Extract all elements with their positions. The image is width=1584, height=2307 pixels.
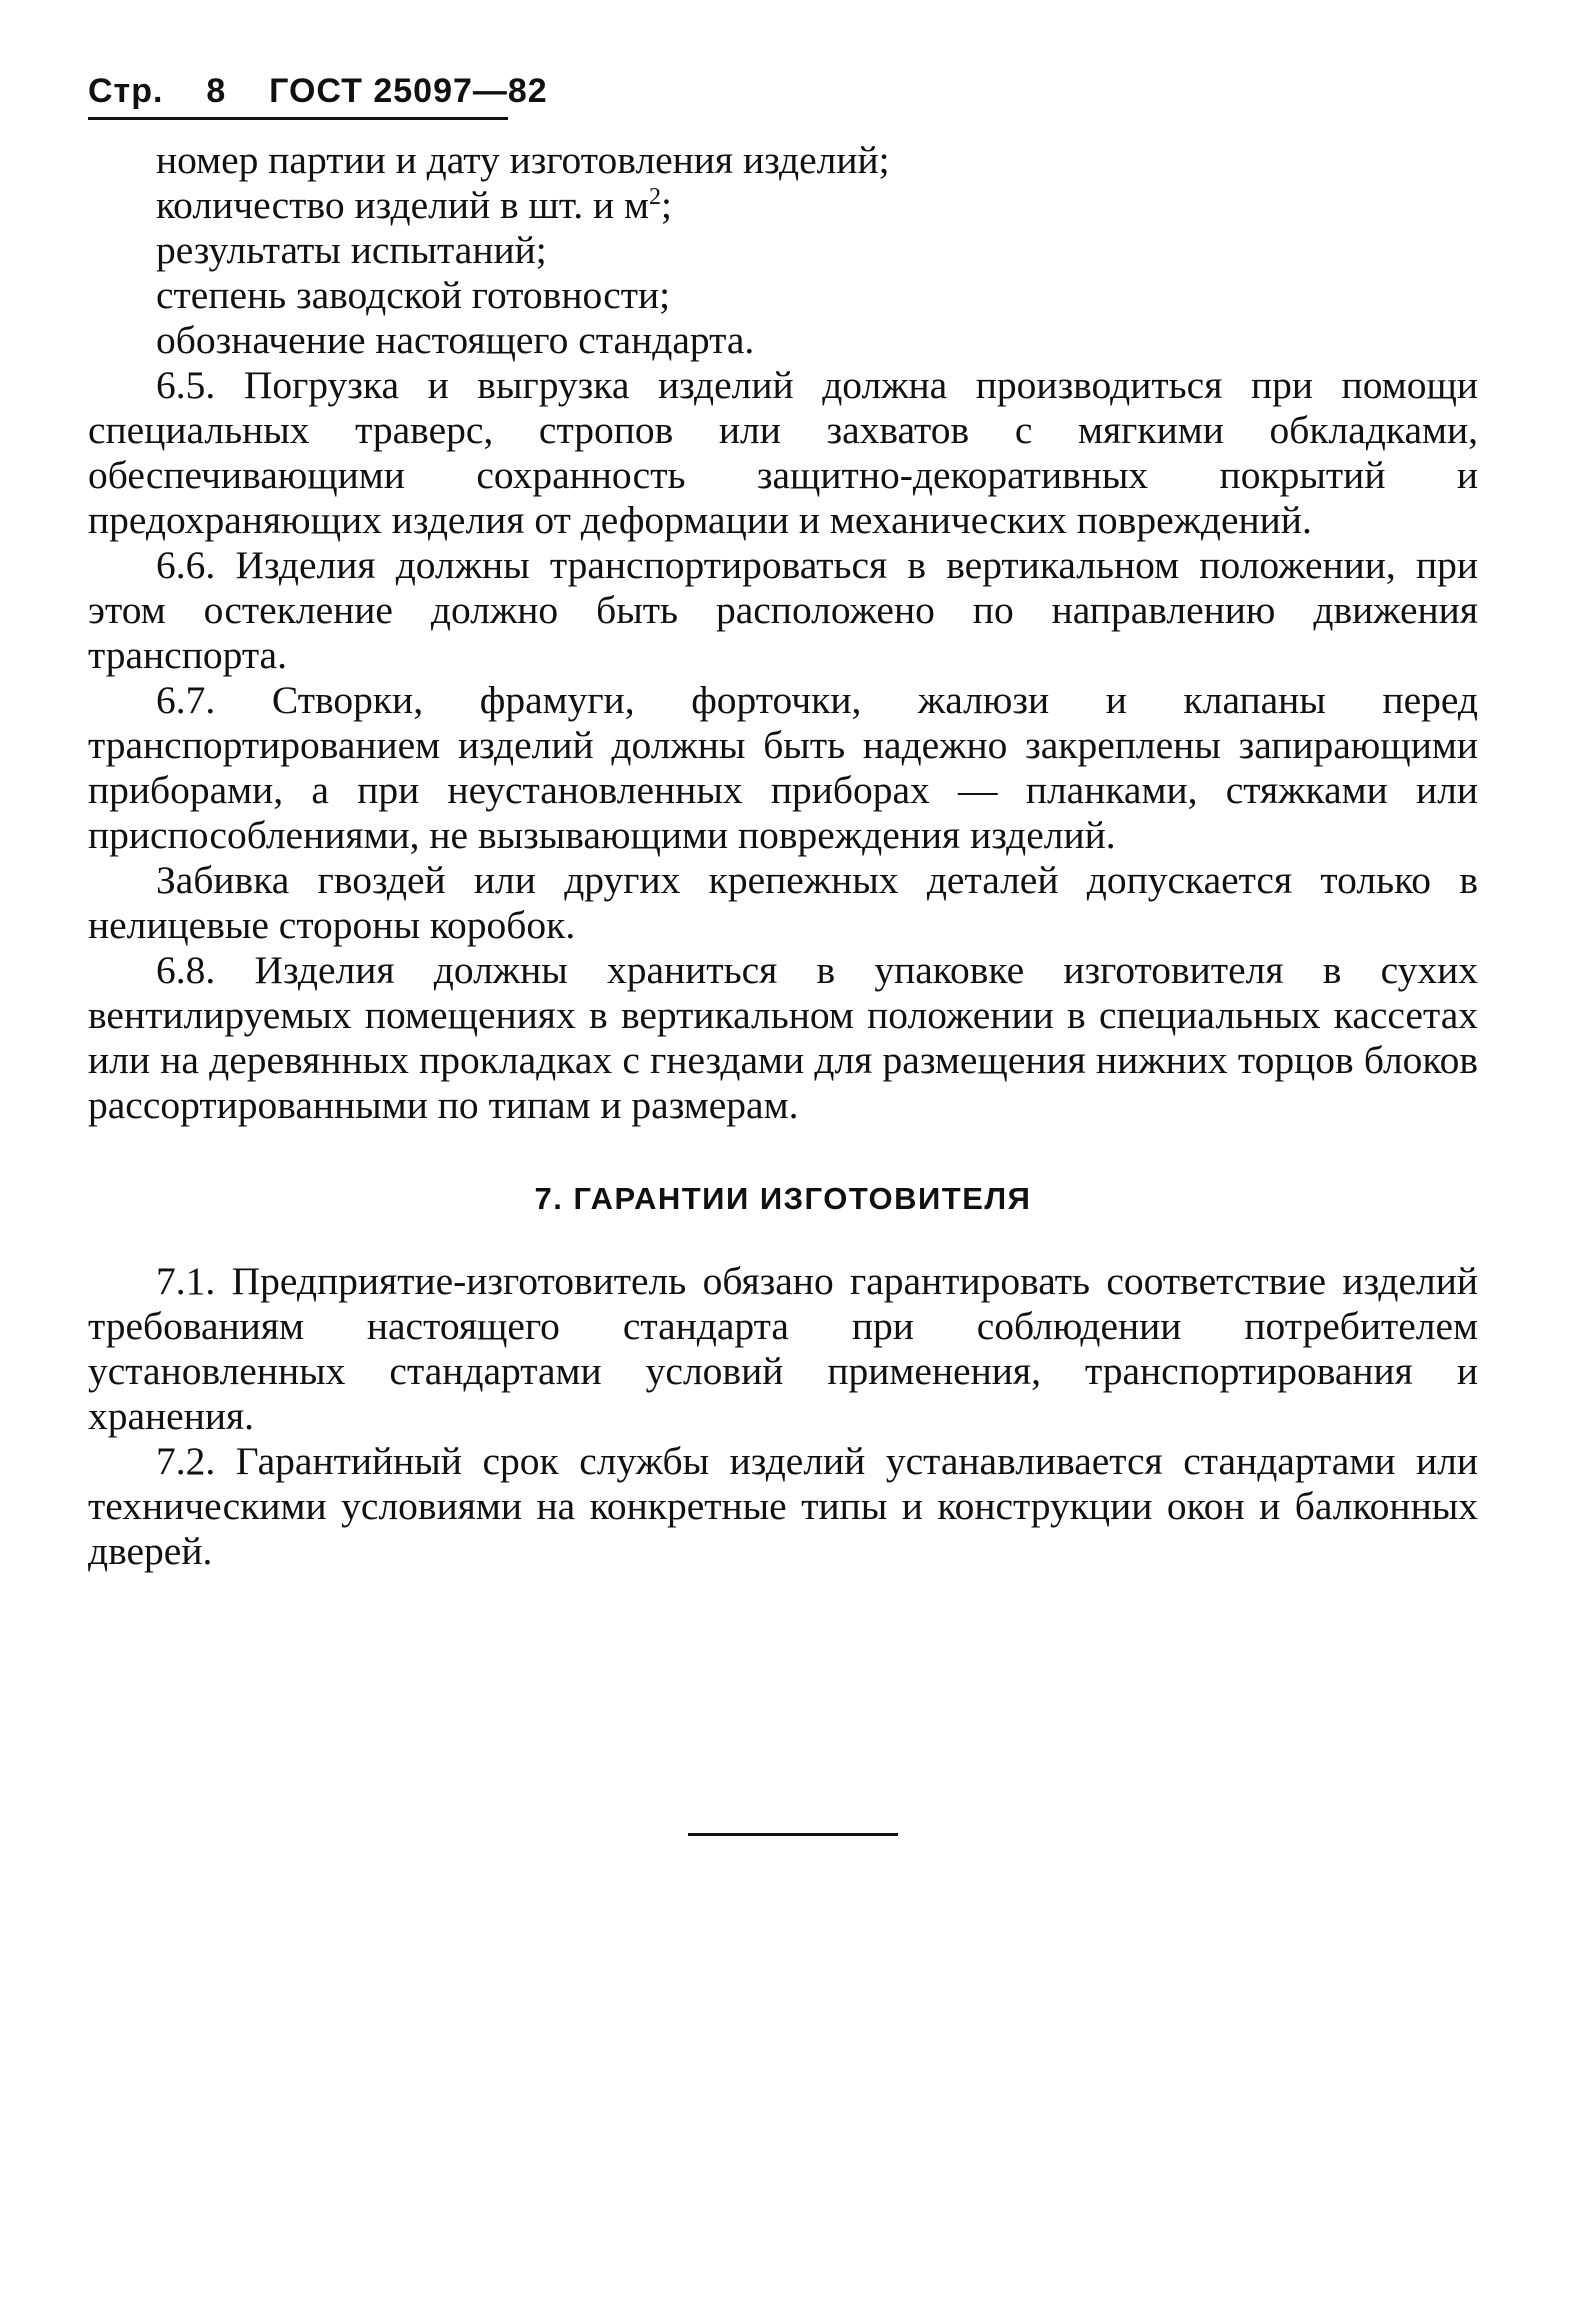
- running-head: [88, 72, 548, 120]
- paragraph-6-8: 6.8. Изделия должны храниться в упаковке изготовителя в сухих вентилируемых помещениях в вертикальном положении в специальных кассетах или на деревянных прокладках с гнездами для размещения нижних торцов блоков рассортированными по типам и размерам.: [88, 948, 1478, 1127]
- paragraph-6-5: 6.5. Погрузка и выгрузка изделий должна производиться при помощи специальных траверс, стропов или захватов с мягкими обкладками, обеспечивающими сохранность защитно-декоративных покрытий и предохраняющих изделия от деформации и механических повреждений.: [88, 363, 1478, 542]
- list-item-quantity-tail: ;: [660, 183, 672, 227]
- document-body: [88, 138, 1478, 1574]
- section-7-title: 7. ГАРАНТИИ ИЗГОТОВИТЕЛЯ: [534, 1181, 1032, 1216]
- page-number: 8: [206, 72, 227, 110]
- standard-designation: ГОСТ 25097—82: [269, 72, 548, 110]
- document-page: [88, 72, 1478, 1574]
- list-item-quantity: [88, 183, 1478, 228]
- list-item-results: результаты испытаний;: [156, 228, 547, 272]
- paragraph-nails: Забивка гвоздей или других крепежных деталей допускается только в нелицевые стороны коробок.: [88, 858, 1478, 947]
- paragraph-6-7: 6.7. Створки, фрамуги, форточки, жалюзи и клапаны перед транспортированием изделий должны быть надежно закреплены запирающими приборами, а при неустановленных приборах — планками, стяжками или приспособлениями, не вызывающими повреждения изделий.: [88, 678, 1478, 857]
- list-item-readiness: степень заводской готовности;: [156, 273, 671, 317]
- list-item-batch: номер партии и дату изготовления изделий;: [156, 138, 890, 182]
- paragraph-7-1: 7.1. Предприятие-изготовитель обязано гарантировать соответствие изделий требованиям настоящего стандарта при соблюдении потребителем установленных стандартами условий применения, транспортирования и хранения.: [88, 1259, 1478, 1438]
- paragraph-7-2: 7.2. Гарантийный срок службы изделий устанавливается стандартами или техническими условиями на конкретные типы и конструкции окон и балконных дверей.: [88, 1439, 1478, 1573]
- paragraph-6-6: 6.6. Изделия должны транспортироваться в вертикальном положении, при этом остекление должно быть расположено по направлению движения транспорта.: [88, 543, 1478, 677]
- superscript-2: 2: [648, 183, 661, 210]
- list-item-designation: обозначение настоящего стандарта.: [156, 318, 755, 362]
- list-item-quantity-text: количество изделий в шт. и м: [156, 183, 649, 227]
- end-of-text-rule: [688, 1833, 898, 1836]
- page-label: Стр.: [88, 72, 164, 110]
